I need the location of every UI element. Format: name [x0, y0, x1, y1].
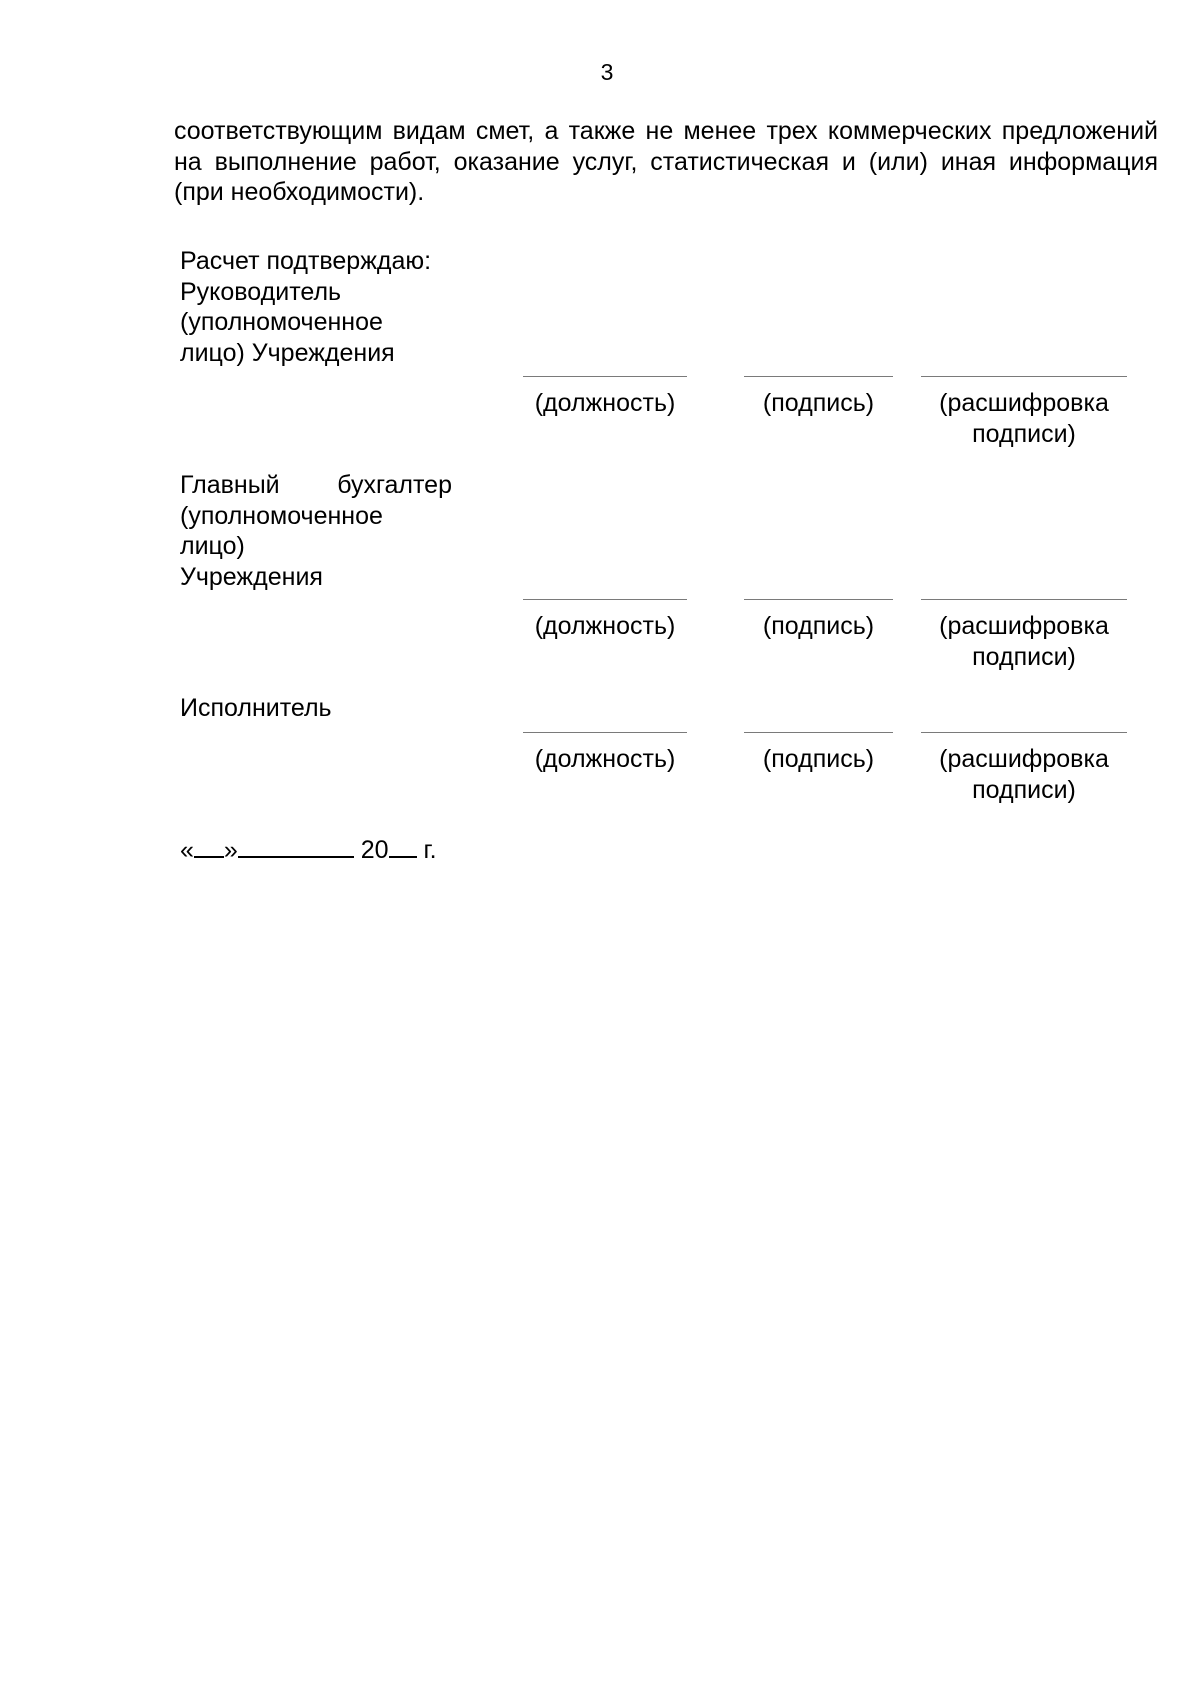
accountant-signature-label: [180, 470, 452, 592]
executor-signature-label: [180, 693, 452, 724]
accountant-label-line-4: Учреждения: [180, 562, 323, 591]
accountant-decoding-caption-line-2: подписи): [972, 642, 1076, 671]
head-signature-caption: (подпись): [762, 389, 875, 417]
accountant-signature-line: [744, 599, 893, 600]
head-label-line-4: лицо) Учреждения: [180, 338, 395, 367]
accountant-signature-caption: (подпись): [762, 612, 875, 640]
executor-label-line-1: Исполнитель: [180, 694, 332, 722]
date-line: [180, 832, 437, 865]
executor-position-caption: (должность): [534, 745, 676, 773]
executor-signature-line: [744, 732, 893, 733]
head-decoding-line: [921, 376, 1127, 377]
accountant-decoding-line: [921, 599, 1127, 600]
accountant-position-caption: (должность): [534, 612, 676, 640]
date-year-prefix: 20: [360, 836, 389, 864]
date-close-quote: »: [223, 836, 238, 864]
accountant-label-word-2: бухгалтер: [337, 471, 452, 499]
date-suffix: г.: [416, 836, 437, 864]
accountant-position-line: [523, 599, 687, 600]
date-day-blank: [194, 832, 224, 858]
head-label-line-1: Расчет подтверждаю:: [180, 247, 432, 275]
head-label-line-3: (уполномоченное: [180, 308, 383, 336]
executor-decoding-caption-line-1: (расшифровка: [939, 745, 1109, 773]
date-open-quote: «: [180, 836, 194, 864]
accountant-decoding-caption-line-1: (расшифровка: [939, 612, 1109, 640]
accountant-label-line-1: [180, 470, 452, 501]
executor-signature-caption: (подпись): [762, 745, 875, 773]
page-number: 3: [600, 59, 614, 85]
head-signature-line: [744, 376, 893, 377]
head-decoding-caption-line-2: подписи): [972, 419, 1076, 448]
executor-decoding-caption-line-2: подписи): [972, 775, 1076, 804]
head-label-line-2: Руководитель: [180, 277, 342, 306]
accountant-decoding-caption: [921, 611, 1127, 672]
head-position-line: [523, 376, 687, 377]
accountant-label-line-3: лицо): [180, 532, 245, 560]
accountant-label-line-2: (уполномоченное: [180, 501, 383, 530]
head-decoding-caption-line-1: (расшифровка: [939, 389, 1109, 417]
accountant-label-word-1: Главный: [180, 471, 280, 499]
date-year-blank: [389, 832, 417, 858]
head-decoding-caption: [921, 388, 1127, 449]
date-month-blank: [238, 832, 354, 858]
executor-decoding-line: [921, 732, 1127, 733]
executor-position-line: [523, 732, 687, 733]
executor-decoding-caption: [921, 744, 1127, 805]
head-signature-label: [180, 246, 452, 368]
head-position-caption: (должность): [534, 389, 676, 417]
body-paragraph: соответствующим видам смет, а также не менее трех коммерческих предложений на выполнение работ, оказание услуг, статистическая и (или) иная информация (при необходимости).: [174, 117, 1158, 206]
